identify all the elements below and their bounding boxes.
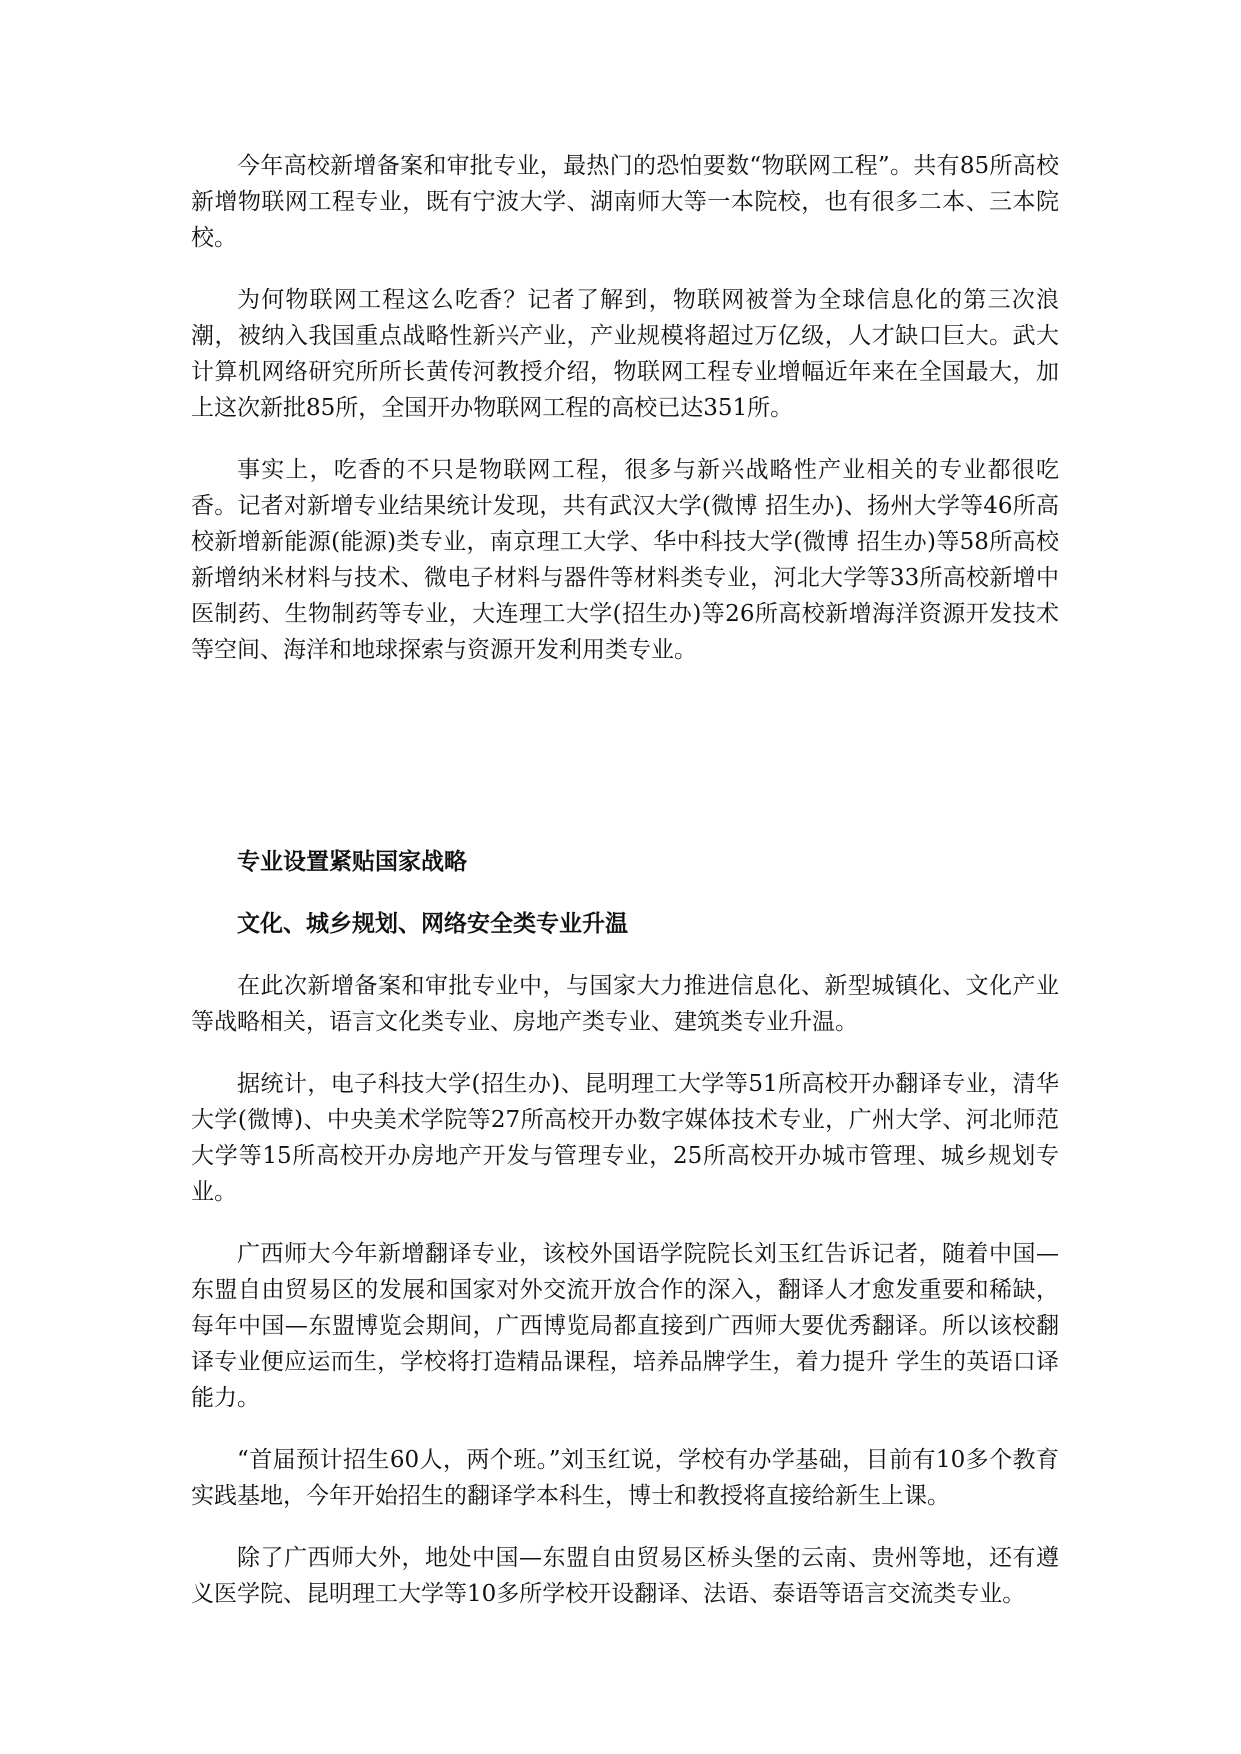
- article-body: [191, 148, 1059, 1638]
- paragraph-iot-engineering-intro: 今年高校新增备案和审批专业，最热门的恐怕要数“物联网工程”。共有85所高校新增物联网工程专业，既有宁波大学、湖南师大等一本院校，也有很多二本、三本院校。: [191, 153, 1059, 251]
- paragraph-other-schools: 除了广西师大外，地处中国—东盟自由贸易区桥头堡的云南、贵州等地，还有遵义医学院、昆明理工大学等10多所学校开设翻译、法语、泰语等语言交流类专业。: [191, 1545, 1059, 1607]
- section-heading-national-strategy: 专业设置紧贴国家战略: [237, 848, 467, 875]
- paragraph-emerging-majors: 事实上，吃香的不只是物联网工程，很多与新兴战略性产业相关的专业都很吃香。记者对新增专业结果统计发现，共有武汉大学(微博 招生办)、扬州大学等46所高校新增新能源(能源)类专业，南京理工大学、华中科技大学(微博 招生办)等58所高校新增纳米材料与技术、微电子材料与器件等材料类专业，河北大学等33所高校新增中医制药、生物制药等专业，大连理工大学(招生办)等26所高校新增海洋资源开发技术等空间、海洋和地球探索与资源开发利用类专业。: [191, 457, 1059, 663]
- paragraph-strategy-related-majors: 在此次新增备案和审批专业中，与国家大力推进信息化、新型城镇化、文化产业等战略相关，语言文化类专业、房地产类专业、建筑类专业升温。: [191, 973, 1059, 1035]
- paragraph-guangxi-translation: 广西师大今年新增翻译专业，该校外国语学院院长刘玉红告诉记者，随着中国—东盟自由贸易区的发展和国家对外交流开放合作的深入，翻译人才愈发重要和稀缺，每年中国—东盟博览会期间，广西博览局都直接到广西师大要优秀翻译。所以该校翻译专业便应运而生，学校将打造精品课程，培养品牌学生，着力提升 学生的英语口译能力。: [191, 1241, 1059, 1411]
- section-spacer: [191, 694, 1059, 844]
- paragraph-iot-popularity: 为何物联网工程这么吃香？记者了解到，物联网被誉为全球信息化的第三次浪潮，被纳入我国重点战略性新兴产业，产业规模将超过万亿级，人才缺口巨大。武大计算机网络研究所所长黄传河教授介绍，物联网工程专业增幅近年来在全国最大，加上这次新批85所，全国开办物联网工程的高校已达351所。: [191, 287, 1059, 421]
- paragraph-enrollment-quote: “首届预计招生60人，两个班。”刘玉红说，学校有办学基础，目前有10多个教育实践基地，今年开始招生的翻译学本科生，博士和教授将直接给新生上课。: [191, 1447, 1059, 1509]
- section-heading-rising-majors: 文化、城乡规划、网络安全类专业升温: [237, 910, 628, 937]
- paragraph-statistics: 据统计，电子科技大学(招生办)、昆明理工大学等51所高校开办翻译专业，清华大学(微博)、中央美术学院等27所高校开办数字媒体技术专业，广州大学、河北师范大学等15所高校开办房地产开发与管理专业，25所高校开办城市管理、城乡规划专业。: [191, 1071, 1059, 1205]
